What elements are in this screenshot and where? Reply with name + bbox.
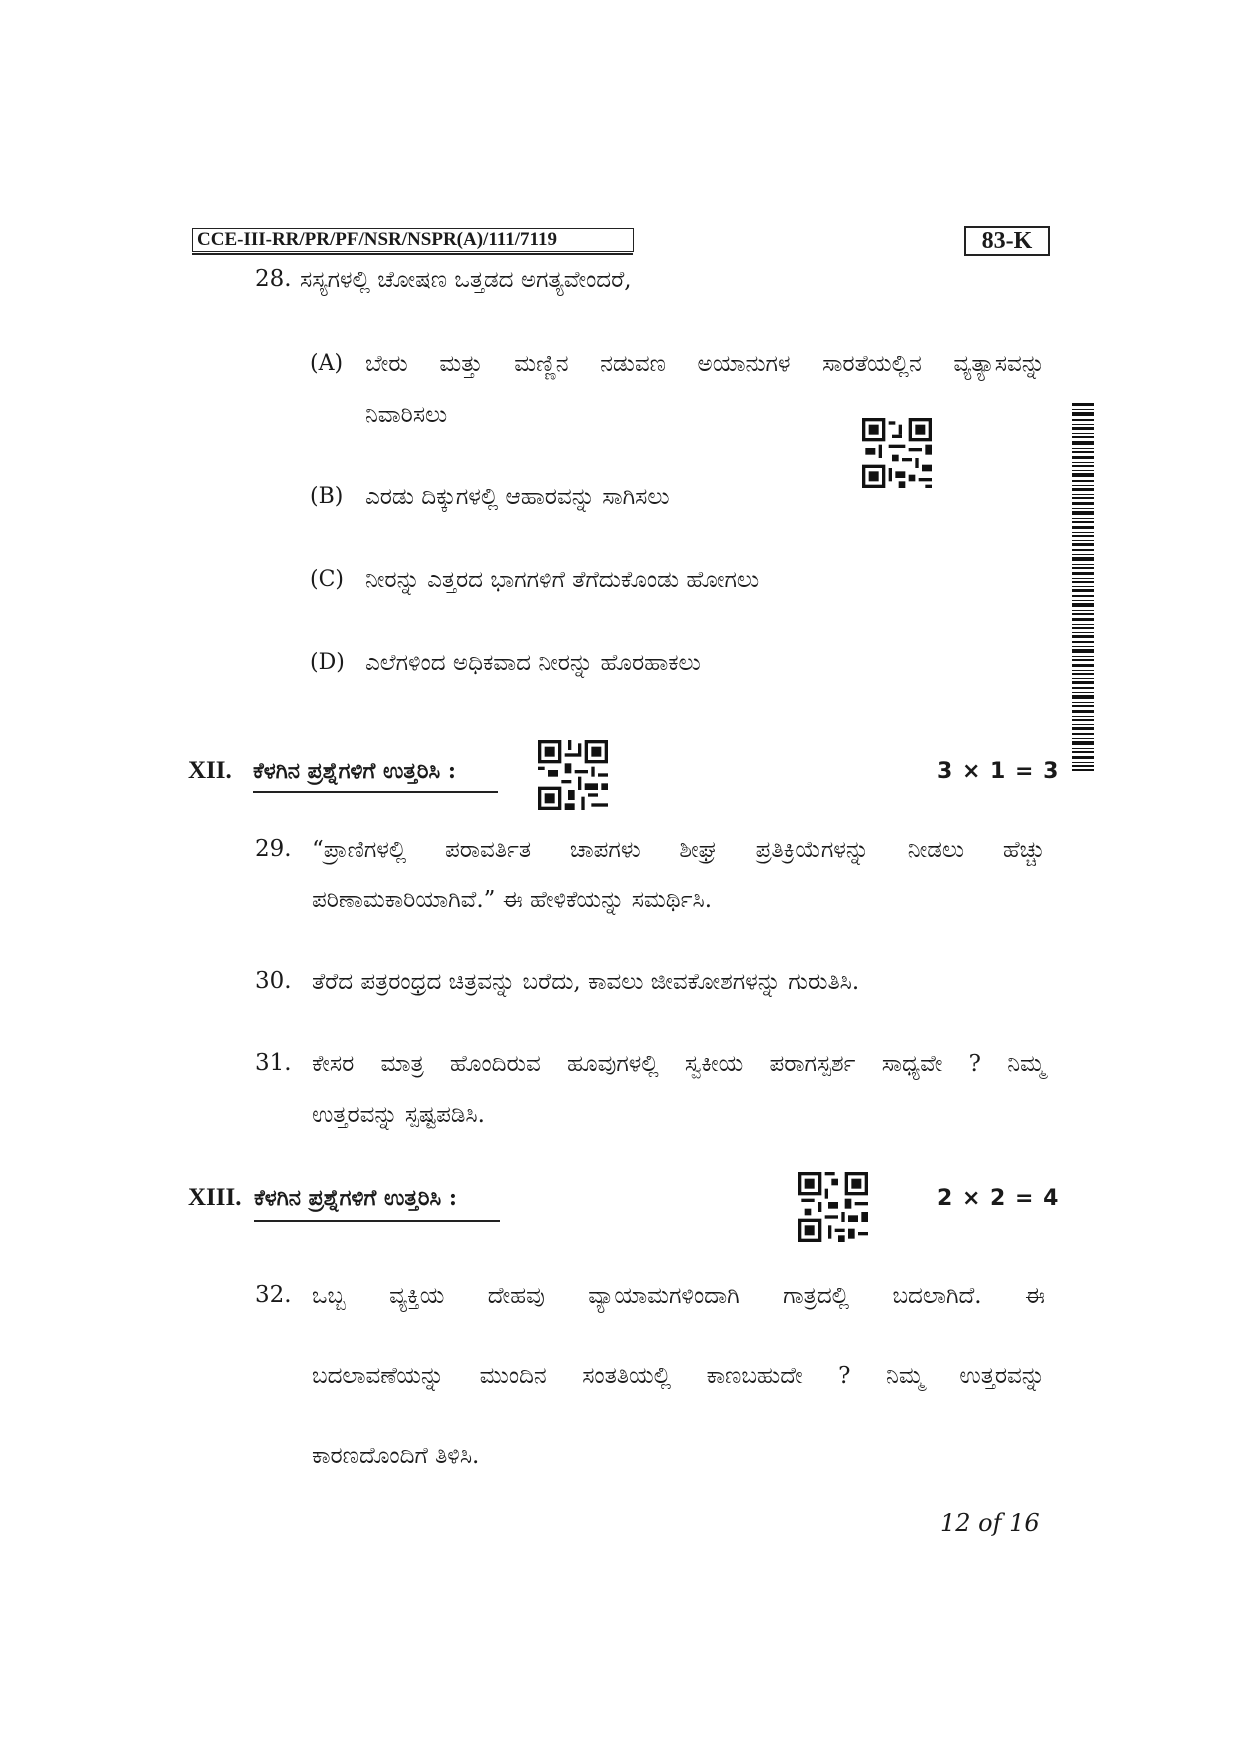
paper-code-underline bbox=[192, 253, 633, 255]
option-label: (B) bbox=[310, 484, 344, 509]
question-text: ಕಾರಣದೊಂದಿಗೆ ತಿಳಿಸಿ. bbox=[312, 1443, 480, 1469]
section-title-underline bbox=[253, 791, 498, 793]
option-text: ಎರಡು ದಿಕ್ಕುಗಳಲ್ಲಿ ಆಹಾರವನ್ನು ಸಾಗಿಸಲು bbox=[365, 484, 670, 510]
question-text: ಸಸ್ಯಗಳಲ್ಲಿ ಚೋಷಣ ಒತ್ತಡದ ಅಗತ್ಯವೇಂದರೆ, bbox=[300, 267, 632, 293]
option-text: ಬೇರು ಮತ್ತು ಮಣ್ಣಿನ ನಡುವಣ ಅಯಾನುಗಳ ಸಾರತೆಯಲ್ಲಿನ ವ್ಯತ್ಯಾಸವನ್ನು bbox=[365, 351, 1045, 377]
section-number: XII. bbox=[188, 757, 232, 784]
question-text: ತೆರೆದ ಪತ್ರರಂಧ್ರದ ಚಿತ್ರವನ್ನು ಬರೆದು, ಕಾವಲು ಜೀವಕೋಶಗಳನ್ನು ಗುರುತಿಸಿ. bbox=[312, 969, 860, 995]
question-text: ಬದಲಾವಣೆಯನ್ನು ಮುಂದಿನ ಸಂತತಿಯಲ್ಲಿ ಕಾಣಬಹುದೇ ? ನಿಮ್ಮ ಉತ್ತರವನ್ನು bbox=[312, 1363, 1045, 1389]
question-text: ಒಬ್ಬ ವ್ಯಕ್ತಿಯ ದೇಹವು ವ್ಯಾಯಾಮಗಳಿಂದಾಗಿ ಗಾತ್ರದಲ್ಲಿ ಬದಲಾಗಿದೆ. ಈ bbox=[312, 1283, 1045, 1309]
option-label: (A) bbox=[310, 351, 344, 376]
option-label: (C) bbox=[310, 567, 344, 592]
question-text: “ಪ್ರಾಣಿಗಳಲ್ಲಿ ಪರಾವರ್ತಿತ ಚಾಪಗಳು ಶೀಘ್ರ ಪ್ರತಿಕ್ರಿಯೆಗಳನ್ನು ನೀಡಲು ಹೆಚ್ಚು bbox=[312, 837, 1045, 863]
subject-code: 83-K bbox=[964, 226, 1050, 256]
question-text: ಕೇಸರ ಮಾತ್ರ ಹೊಂದಿರುವ ಹೂವುಗಳಲ್ಲಿ ಸ್ವಕೀಯ ಪರಾಗಸ್ಪರ್ಶ ಸಾಧ್ಯವೇ ? ನಿಮ್ಮ bbox=[312, 1051, 1045, 1077]
section-number: XIII. bbox=[188, 1184, 242, 1211]
option-label: (D) bbox=[310, 650, 345, 675]
option-text: ನಿವಾರಿಸಲು bbox=[365, 402, 448, 428]
barcode bbox=[1072, 403, 1094, 771]
section-title: ಕೆಳಗಿನ ಪ್ರಶ್ನೆಗಳಿಗೆ ಉತ್ತರಿಸಿ : bbox=[253, 758, 456, 784]
question-number: 31. bbox=[255, 1050, 292, 1076]
qr-code bbox=[538, 740, 608, 810]
qr-code bbox=[798, 1172, 868, 1242]
section-title-underline bbox=[254, 1220, 500, 1222]
option-text: ಎಲೆಗಳಿಂದ ಅಧಿಕವಾದ ನೀರನ್ನು ಹೊರಹಾಕಲು bbox=[365, 650, 701, 676]
question-text: ಉತ್ತರವನ್ನು ಸ್ಪಷ್ಟಪಡಿಸಿ. bbox=[312, 1102, 485, 1128]
section-title: ಕೆಳಗಿನ ಪ್ರಶ್ನೆಗಳಿಗೆ ಉತ್ತರಿಸಿ : bbox=[254, 1185, 457, 1211]
question-number: 32. bbox=[255, 1282, 292, 1308]
qr-code bbox=[862, 418, 932, 488]
question-text: ಪರಿಣಾಮಕಾರಿಯಾಗಿವೆ.” ಈ ಹೇಳಿಕೆಯನ್ನು ಸಮರ್ಥಿಸಿ. bbox=[312, 887, 713, 913]
section-marks: 3 × 1 = 3 bbox=[937, 759, 1060, 784]
question-number: 30. bbox=[255, 968, 292, 994]
page-number: 12 of 16 bbox=[940, 1509, 1040, 1537]
question-number: 29. bbox=[255, 836, 292, 862]
paper-code: CCE-III-RR/PR/PF/NSR/NSPR(A)/111/7119 bbox=[192, 228, 634, 252]
section-marks: 2 × 2 = 4 bbox=[937, 1186, 1060, 1211]
option-text: ನೀರನ್ನು ಎತ್ತರದ ಭಾಗಗಳಿಗೆ ತೆಗೆದುಕೊಂಡು ಹೋಗಲು bbox=[365, 567, 760, 593]
question-number: 28. bbox=[255, 266, 292, 292]
